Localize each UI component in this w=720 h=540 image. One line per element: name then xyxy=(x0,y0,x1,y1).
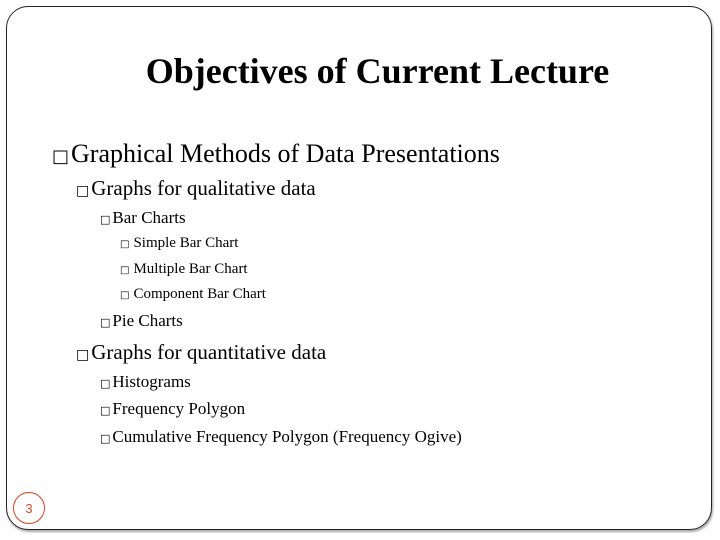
bullet-item xyxy=(120,286,266,303)
slide-title: Objectives of Current Lecture xyxy=(145,51,610,91)
bullet-icon: □ xyxy=(100,404,111,417)
bullet-icon: □ xyxy=(100,377,111,390)
bullet-icon: □ xyxy=(120,265,130,276)
bullet-item xyxy=(100,372,191,392)
bullet-label: Frequency Polygon xyxy=(112,399,246,418)
bullet-icon: □ xyxy=(76,347,90,363)
bullet-item xyxy=(120,235,238,252)
bullet-label: Graphs for qualitative data xyxy=(91,176,316,200)
bullet-item xyxy=(100,399,245,419)
bullet-item xyxy=(76,340,326,365)
bullet-label: Histograms xyxy=(112,372,191,391)
bullet-label: Bar Charts xyxy=(112,208,186,227)
bullet-icon: □ xyxy=(120,290,130,301)
bullet-item xyxy=(100,427,462,447)
bullet-icon: □ xyxy=(52,146,70,167)
bullet-label: Pie Charts xyxy=(112,311,183,330)
bullet-label: Graphical Methods of Data Presentations xyxy=(71,139,500,168)
bullet-label: Graphs for quantitative data xyxy=(91,340,327,364)
bullet-label: Multiple Bar Chart xyxy=(133,261,248,277)
bullet-icon: □ xyxy=(100,432,111,445)
bullet-item xyxy=(120,261,248,278)
bullet-label: Cumulative Frequency Polygon (Frequency Ogive) xyxy=(112,427,462,446)
bullet-item xyxy=(100,208,186,228)
bullet-icon: □ xyxy=(100,213,111,226)
bullet-label: Simple Bar Chart xyxy=(133,235,239,251)
bullet-icon: □ xyxy=(120,239,130,250)
bullet-label: Component Bar Chart xyxy=(133,286,266,302)
bullet-item xyxy=(76,176,316,201)
page-number-badge: 3 xyxy=(13,492,45,524)
bullet-icon: □ xyxy=(76,183,90,199)
bullet-item xyxy=(52,139,500,169)
bullet-item xyxy=(100,311,183,331)
bullet-icon: □ xyxy=(100,316,111,329)
